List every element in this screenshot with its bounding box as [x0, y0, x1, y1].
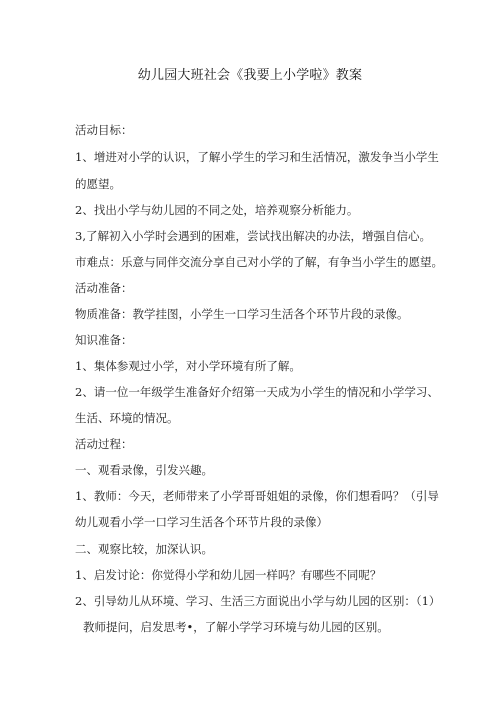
text-line: 3,了解初入小学时会遇到的困难，尝试找出解决的办法，增强自信心。	[75, 229, 431, 243]
text-line: 活动准备：	[75, 281, 133, 295]
text-line: 一、观看录像，引发兴趣。	[75, 463, 213, 477]
text-line: 1、启发讨论：你觉得小学和幼儿园一样吗？有哪些不同呢？	[75, 568, 382, 582]
text-line: 1、集体参观过小学，对小学环境有所了解。	[75, 359, 301, 373]
text-line: 2、引导幼儿从环境、学习、生活三方面说出小学与幼儿园的区别：（1）	[75, 594, 441, 608]
text-line: 1、教师：今天，老师带来了小学哥哥姐姐的录像，你们想看吗？（引导	[75, 489, 439, 503]
text-line: 知识准备：	[75, 333, 133, 347]
text-line: 教师提问，启发思考•，了解小学学习环境与幼儿园的区别。	[83, 620, 389, 634]
text-line: 物质准备：教学挂图，小学生一口学习生活各个环节片段的录像。	[75, 307, 409, 321]
document-title: 幼儿园大班社会《我要上小学啦》教案	[137, 68, 363, 83]
text-line: 活动过程：	[75, 437, 133, 451]
text-line: 幼儿观看小学一口学习生活各个环节片段的录像）	[75, 515, 328, 529]
text-line: 活动目标：	[75, 123, 133, 137]
text-line: 2、请一位一年级学生准备好介绍第一天成为小学生的情况和小学学习、	[75, 385, 439, 399]
text-line: 生活、环境的情况。	[75, 411, 179, 425]
text-line: 市难点：乐意与同伴交流分享自己对小学的了解，有争当小学生的愿望。	[75, 255, 443, 269]
text-line: 二、观察比较，加深认识。	[75, 542, 213, 556]
text-line: 1、增进对小学的认识，了解小学生的学习和生活情况，激发争当小学生	[75, 150, 439, 164]
text-line: 2、找出小学与幼儿园的不同之处，培养观察分析能力。	[75, 203, 359, 217]
text-line: 的愿望。	[75, 177, 121, 191]
